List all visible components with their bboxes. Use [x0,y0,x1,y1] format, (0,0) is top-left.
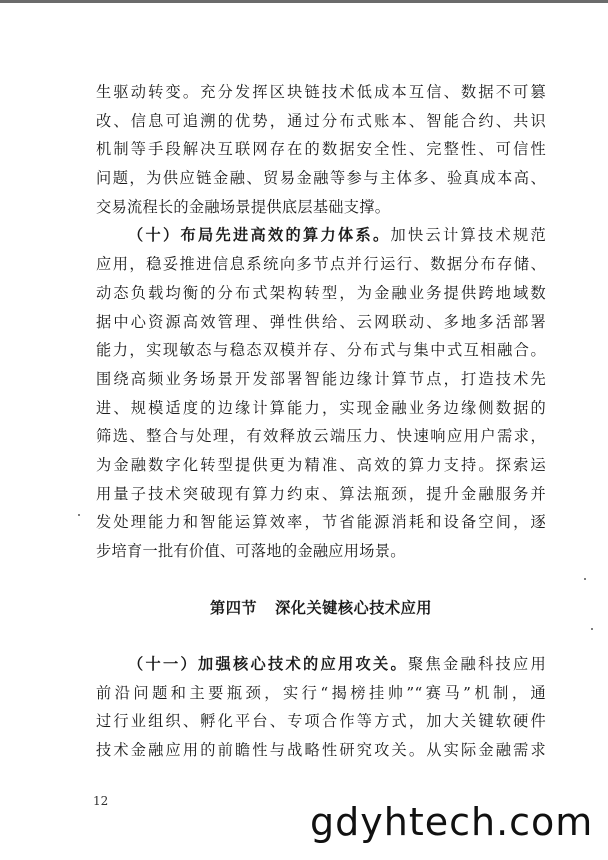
text-line: 能力，实现敏态与稳态双模并存、分布式与集中式互相融合。 [96,341,546,360]
text-line: 据中心资源高效管理、弹性供给、云网联动、多地多活部署 [96,312,546,331]
text-line: 改、信息可追溯的优势，通过分布式账本、智能合约、共识 [96,111,546,130]
body-text-bottom [96,650,546,765]
text-line: 问题，为供应链金融、贸易金融等参与主体多、验真成本高、 [96,169,546,188]
text-line: 用量子技术突破现有算力约束、算法瓶颈，提升金融服务并 [96,484,546,503]
paragraph-blockchain [96,78,546,221]
scan-speck [78,514,80,516]
paragraph-computing-power [96,221,546,565]
text-line: 生驱动转变。充分发挥区块链技术低成本互信、数据不可篡 [96,83,546,101]
text-line: 前沿问题和主要瓶颈，实行“揭榜挂帅”“赛马”机制，通 [96,683,546,702]
text-line: 围绕高频业务场景开发部署智能边缘计算节点，打造技术先 [96,369,546,388]
text-line [96,221,546,250]
scan-speck [584,578,586,580]
scan-top-border [0,0,608,3]
section-heading [96,594,546,622]
text-line: 过行业组织、孵化平台、专项合作等方式，加大关键软硬件 [96,712,546,731]
text-line: 交易流程长的金融场景提供底层基础支撑。 [96,197,391,216]
text-line: 筛选、整合与处理，有效释放云端压力、快速响应用户需求， [96,427,546,446]
text-line: 技术金融应用的前瞻性与战略性研究攻关。从实际金融需求 [96,741,546,760]
watermark: gdyhtech.com [310,800,594,844]
text-line: 应用，稳妥推进信息系统向多节点并行运行、数据分布存储、 [96,255,546,274]
text-line: 发处理能力和智能运算效率，节省能源消耗和设备空间，逐 [96,513,546,532]
text-span: 加快云计算技术规范 [390,226,547,245]
page-number: 12 [93,794,109,808]
paragraph-core-technology [96,650,546,765]
text-span: 聚焦金融科技应用 [408,655,546,673]
text-line [96,650,546,679]
text-line: 进、规模适度的边缘计算能力，实现金融业务边缘侧数据的 [96,398,546,417]
body-text-top [96,78,546,566]
scan-speck [591,628,593,630]
paragraph-heading: （十一）加强核心技术的应用攻关。 [128,655,408,673]
paragraph-heading: （十）布局先进高效的算力体系。 [128,226,391,245]
section-title: 深化关键核心技术应用 [275,599,432,617]
text-line: 步培育一批有价值、可落地的金融应用场景。 [96,542,406,560]
text-line: 动态负载均衡的分布式架构转型，为金融业务提供跨地域数 [96,283,546,302]
section-number: 第四节 [210,599,258,617]
text-line: 机制等手段解决互联网存在的数据安全性、完整性、可信性 [96,140,546,159]
text-line: 为金融数字化转型提供更为精准、高效的算力支持。探索运 [96,455,546,474]
